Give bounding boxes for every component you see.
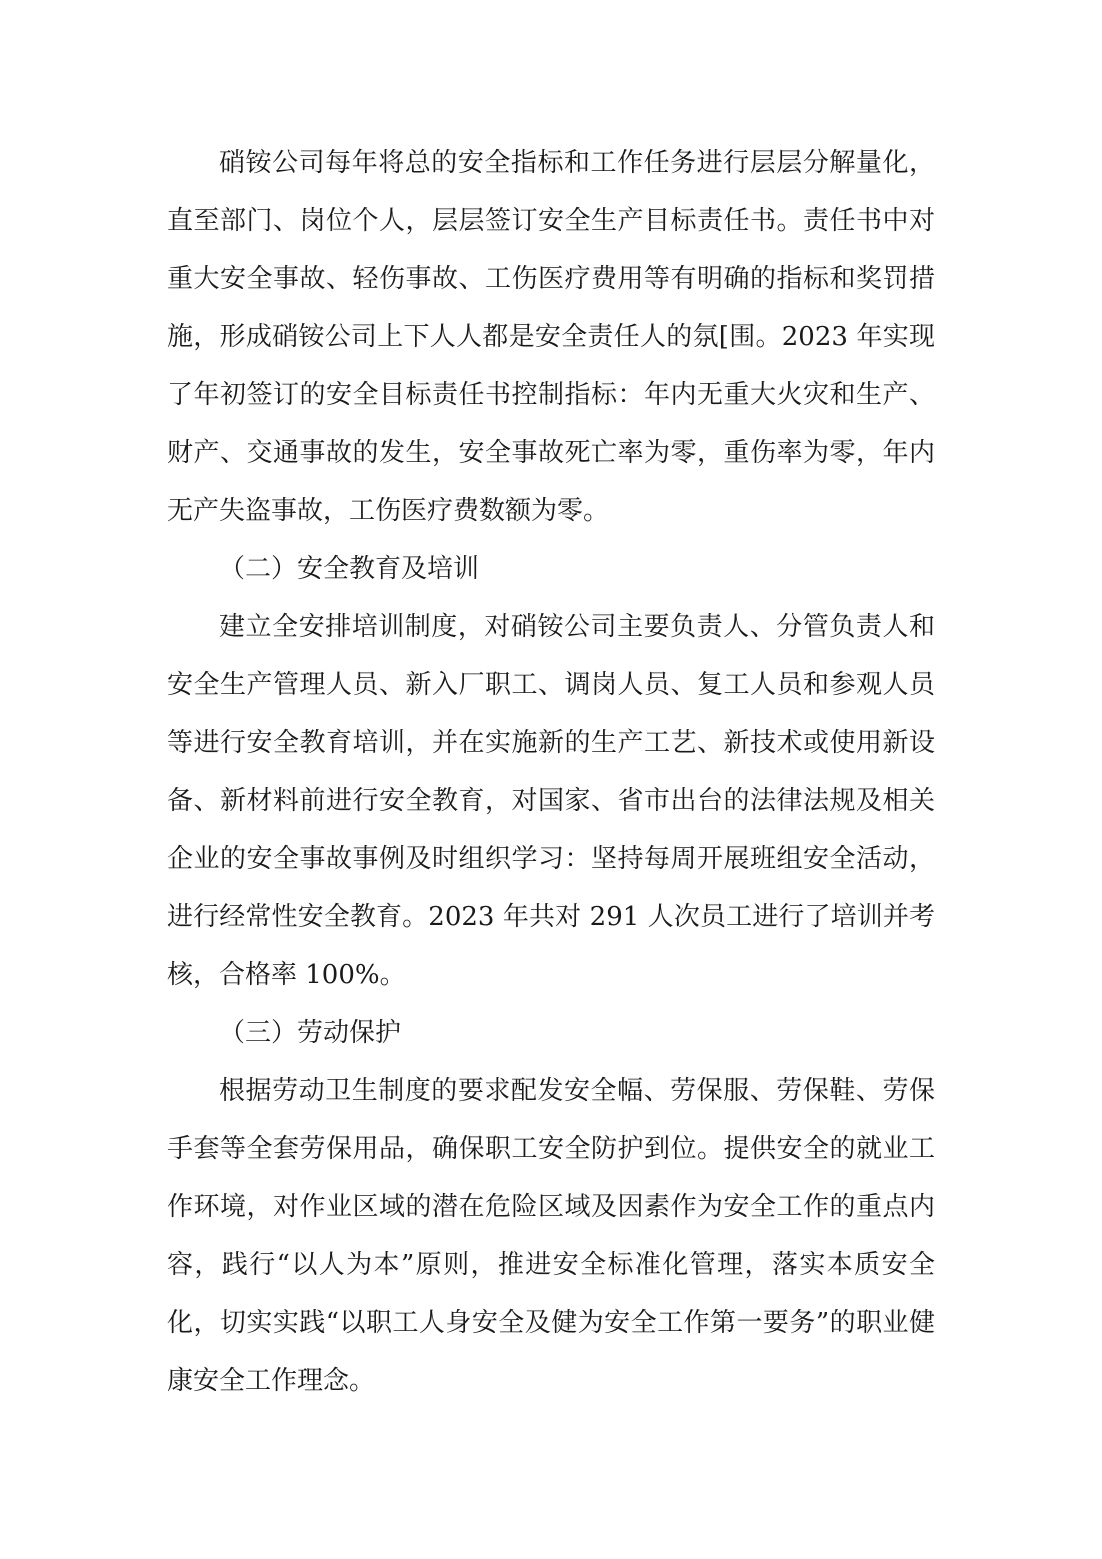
section-heading-labor-protection: （三）劳动保护 (219, 1018, 402, 1048)
paragraph-safety-targets: 硝铵公司每年将总的安全指标和工作任务进行层层分解量化，直至部门、岗位个人，层层签订安全生产目标责任书。责任书中对重大安全事故、轻伤事故、工伤医疗费用等有明确的指标和奖罚措施，形成硝铵公司上下人人都是安全责任人的氛[围。2023 年实现了年初签订的安全目标责任书控制指标：年内无重大火灾和生产、财产、交通事故的发生，安全事故死亡率为零，重伤率为零，年内无产失盗事故，工伤医疗费数额为零。 (167, 148, 935, 526)
paragraph-safety-training: 建立全安排培训制度，对硝铵公司主要负责人、分管负责人和安全生产管理人员、新入厂职工、调岗人员、复工人员和参观人员等进行安全教育培训，并在实施新的生产工艺、新技术或使用新设备、新材料前进行安全教育，对国家、省市出台的法律法规及相关企业的安全事故事例及时组织学习：坚持每周开展班组安全活动，进行经常性安全教育。2023 年共对 291 人次员工进行了培训并考核，合格率 100%。 (167, 612, 935, 990)
paragraph-labor-protection: 根据劳动卫生制度的要求配发安全幅、劳保服、劳保鞋、劳保手套等全套劳保用品，确保职工安全防护到位。提供安全的就业工作环境，对作业区域的潜在危险区域及因素作为安全工作的重点内容，践行“以人为本”原则，推进安全标准化管理，落实本质安全化，切实实践“以职工人身安全及健为安全工作第一要务”的职业健康安全工作理念。 (167, 1076, 935, 1396)
section-heading-safety-training: （二）安全教育及培训 (219, 554, 480, 584)
document-body (167, 134, 935, 1410)
